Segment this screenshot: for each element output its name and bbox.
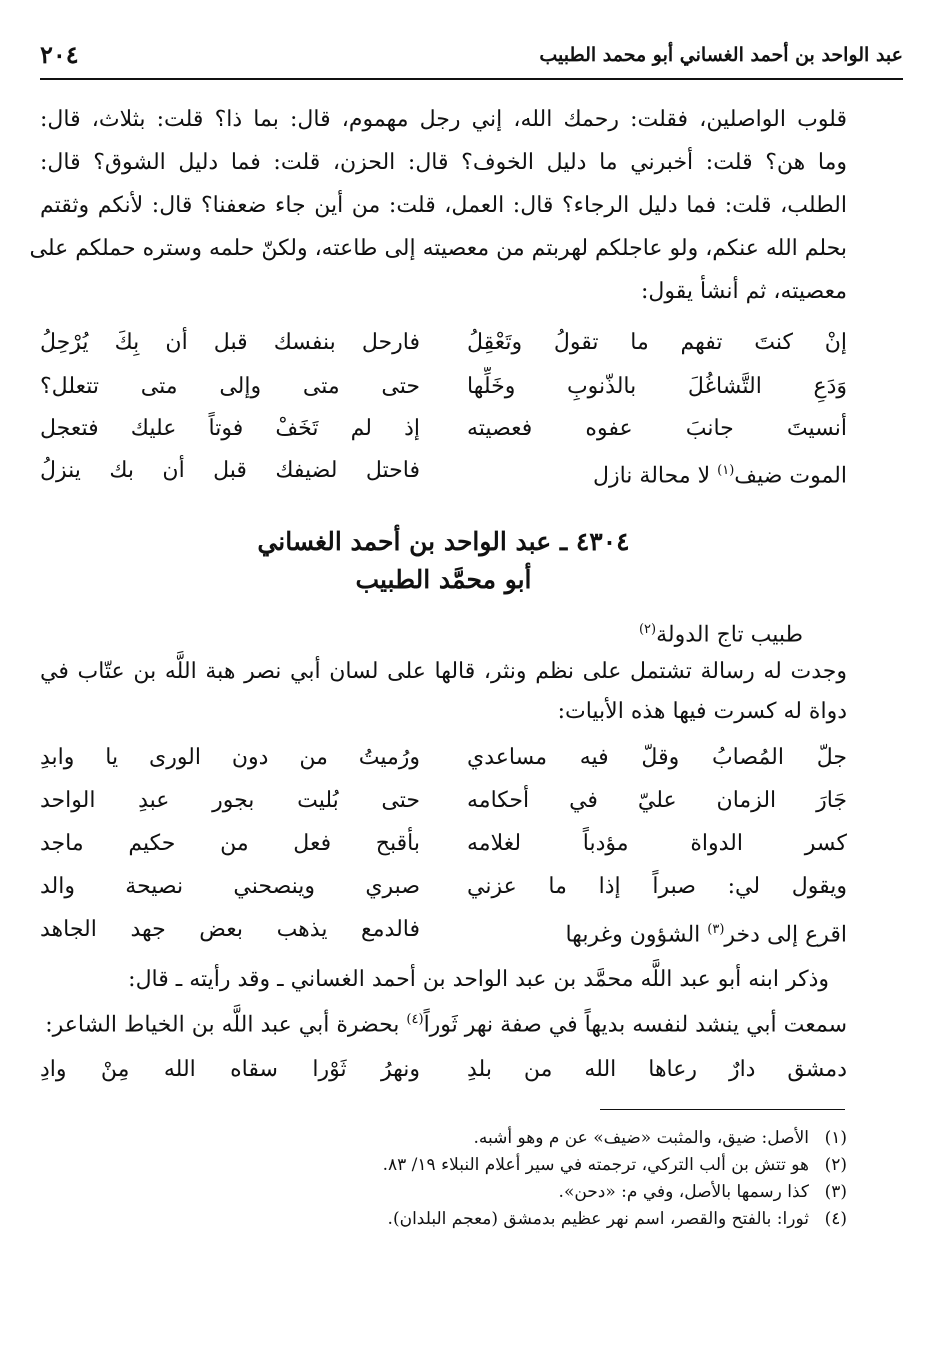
hemistich-right: جلّ المُصابُ وقلّ فيه مساعدي [467,745,847,770]
hemistich-right: دمشق دارٌ رعاها الله من بلدِ [467,1057,847,1082]
verse [40,867,847,910]
hemistich-left: حتى بُليت بجور عبدِ الواحد [40,788,420,813]
hemistich-left: فالدمع يذهب بعض جهد الجاهد [40,917,420,942]
verse [40,323,847,367]
entry-heading: ٤٣٠٤ ـ عبد الواحد بن أحمد الغساني [257,527,630,556]
text-line: الطلب، قلت: فما دليل الرجاء؟ قال: العمل، قلت: من أين جاء ضعفنا؟ قال: لأنكم وثقتم [40,193,847,218]
footnote-ref: (٤) [406,1012,424,1027]
footnote-text: ثورا: بالفتح والقصر، اسم نهر عظيم بدمشق (معجم البلدان). [387,1209,809,1229]
footnote [40,1179,847,1206]
hemistich-left: فارحل بنفسك قبل أن بِكَ يُرْحِلُ [40,330,420,355]
hemistich-text: الشؤون وغربها [565,922,708,948]
footnote [40,1125,847,1152]
poem-2 [40,738,847,953]
text-line [639,610,803,655]
poem-1 [40,323,847,493]
footnote-ref: (١) [717,463,735,478]
hemistich-text: لا محالة نازل [593,463,718,489]
hemistich-right: أنسيتَ جانبَ عفوه فعصيته [467,416,847,441]
text-line [40,1000,847,1045]
poem-3 [40,1050,847,1092]
footnote-text: الأصل: ضيق، والمثبت «ضيف» عن م وهو أشبه. [473,1128,809,1148]
header-title: عبد الواحد بن أحمد الغساني أبو محمد الطبيب [539,44,903,66]
verse [40,367,847,409]
footnote-separator [600,1109,845,1110]
hemistich-right: جَارَ الزمان عليّ في أحكامه [467,788,847,813]
hemistich-left: إذ لم تَخَفْ فوتاً عليك فتعجل [40,416,420,441]
verse [40,824,847,867]
footnote-text: هو تتش بن ألب التركي، ترجمته في سير أعلام النبلاء ١٩/ ٨٣. [382,1155,809,1175]
hemistich-right: إنْ كنتَ تفهم ما تقولُ وتَعْقِلُ [467,330,847,355]
hemistich-text: اقرع إلى دخر [724,922,847,948]
hemistich-right [467,451,847,496]
hemistich-left: فاحتل لضيفك قبل أن بك ينزلُ [40,458,420,483]
text-span: بحضرة أبي عبد اللَّه بن الخياط الشاعر: [45,1012,407,1038]
text-line: بحلم الله عنكم، ولو عاجلكم لهربتم من معصيته إلى طاعته، ولكنّ حلمه وستره حملكم على [29,236,847,261]
text-span: سمعت أبي ينشد لنفسه بديهاً في صفة نهر ثَوراً [423,1012,847,1038]
hemistich-left: صبري وينصحني نصيحة والد [40,874,420,899]
hemistich-left: حتى متى وإلى متى تتعلل؟ [40,374,420,399]
hemistich-right [467,910,847,955]
footnote-ref: (٢) [638,622,657,637]
hemistich-left: ورُميتُ من دون الورى يا وابدِ [40,745,420,770]
footnote-number: (٣) [824,1182,847,1202]
text-line: قلوب الواصلين، فقلت: رحمك الله، إني رجل مهموم، قال: بما ذا؟ قلت: بثلاث، قال: [40,107,847,132]
hemistich-left: بأقبح فعل من حكيم ماجد [40,831,420,856]
text-span: طبيب تاج الدولة [656,622,803,648]
entry-subheading: أبو محمَّد الطبيب [355,565,532,594]
text-line: معصيته، ثم أنشأ يقول: [641,279,847,304]
verse [40,451,847,493]
text-line: وما هن؟ قلت: أخبرني ما دليل الخوف؟ قال: الحزن، قلت: فما دليل الشوق؟ قال: [40,150,847,175]
text-line: وجدت له رسالة تشتمل على نظم ونثر، قالها على لسان أبي نصر هبة اللَّه بن عتّاب في [40,659,847,684]
footnote [40,1206,847,1233]
hemistich-text: الموت ضيف [734,463,847,489]
footnote-text: كذا رسمها بالأصل، وفي م: «دحن». [558,1182,809,1202]
verse [40,1050,847,1092]
footnote-number: (١) [824,1128,847,1148]
footnote-number: (٢) [824,1155,847,1175]
verse [40,738,847,781]
footnotes [40,1125,847,1233]
hemistich-right: ويقول لي: صبراً إذا ما عزني [467,874,847,899]
footnote-ref: (٣) [707,922,725,937]
footnote-number: (٤) [824,1209,847,1229]
hemistich-left: ونهرُ ثَوْرا سقاه الله مِنْ وادِ [40,1057,420,1082]
text-line: دواة له كسرت فيها هذه الأبيات: [557,699,847,724]
footnote [40,1152,847,1179]
page-number: ٢٠٤ [40,40,79,69]
running-header [40,38,903,80]
verse [40,781,847,824]
hemistich-right: كسر الدواة مؤدباً لغلامه [467,831,847,856]
text-line: وذكر ابنه أبو عبد اللَّه محمَّد بن عبد الواحد بن أحمد الغساني ـ وقد رأيته ـ قال: [128,967,829,992]
hemistich-right: وَدَعِ التَّشاغُلَ بالذّنوبِ وخَلِّها [467,374,847,399]
verse [40,910,847,953]
verse [40,409,847,451]
